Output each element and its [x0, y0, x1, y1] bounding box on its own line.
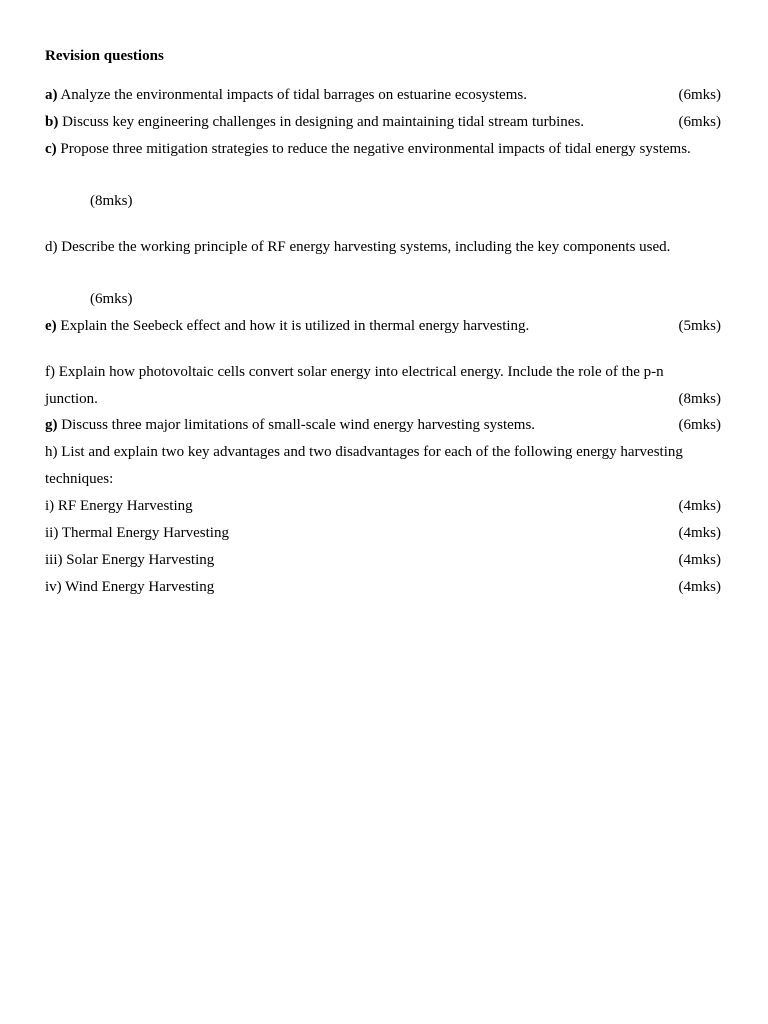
question-h-line1: h) List and explain two key advantages and two disadvantages for each of the following energy harvesting [45, 444, 683, 460]
question-f-line1: f) Explain how photovoltaic cells convert solar energy into electrical energy. Include the role of the p-n [45, 364, 664, 380]
question-label: a) [45, 87, 58, 103]
question-marks: (8mks) [678, 391, 721, 407]
question-h-line2: techniques: [45, 471, 114, 487]
question-label: g) [45, 417, 58, 433]
subitem-marks: (4mks) [678, 579, 721, 595]
question-d-marks: (6mks) [90, 291, 133, 307]
subitem-text: iv) Wind Energy Harvesting [45, 579, 215, 595]
question-a [45, 85, 721, 105]
question-text: Analyze the environmental impacts of tidal barrages on estuarine ecosystems. [60, 87, 527, 103]
question-marks: (6mks) [678, 417, 721, 433]
page-title: Revision questions [45, 48, 164, 64]
question-text: Discuss key engineering challenges in designing and maintaining tidal stream turbines. [62, 114, 585, 130]
question-text: junction. [45, 391, 98, 407]
question-text: Propose three mitigation strategies to reduce the negative environmental impacts of tidal energy systems. [60, 141, 691, 157]
question-c [45, 139, 721, 159]
question-d: d) Describe the working principle of RF energy harvesting systems, including the key components used. [45, 239, 671, 255]
question-b [45, 112, 721, 132]
subitem-text: ii) Thermal Energy Harvesting [45, 525, 229, 541]
subitem-text: iii) Solar Energy Harvesting [45, 552, 215, 568]
question-e [45, 316, 721, 336]
question-f-line2 [45, 389, 721, 409]
subitem-text: i) RF Energy Harvesting [45, 498, 193, 514]
question-marks: (6mks) [678, 114, 721, 130]
question-marks: (5mks) [678, 318, 721, 334]
subitem-marks: (4mks) [678, 498, 721, 514]
subitem-marks: (4mks) [678, 552, 721, 568]
subitem-iv [45, 577, 721, 597]
subitem-marks: (4mks) [678, 525, 721, 541]
question-c-marks: (8mks) [90, 193, 133, 209]
subitem-iii [45, 550, 721, 570]
question-text: Discuss three major limitations of small-scale wind energy harvesting systems. [61, 417, 536, 433]
subitem-ii [45, 523, 721, 543]
question-marks: (6mks) [678, 87, 721, 103]
question-label: c) [45, 141, 57, 157]
question-label: b) [45, 114, 59, 130]
question-g [45, 415, 721, 435]
subitem-i [45, 496, 721, 516]
question-label: e) [45, 318, 57, 334]
question-text: Explain the Seebeck effect and how it is utilized in thermal energy harvesting. [60, 318, 530, 334]
